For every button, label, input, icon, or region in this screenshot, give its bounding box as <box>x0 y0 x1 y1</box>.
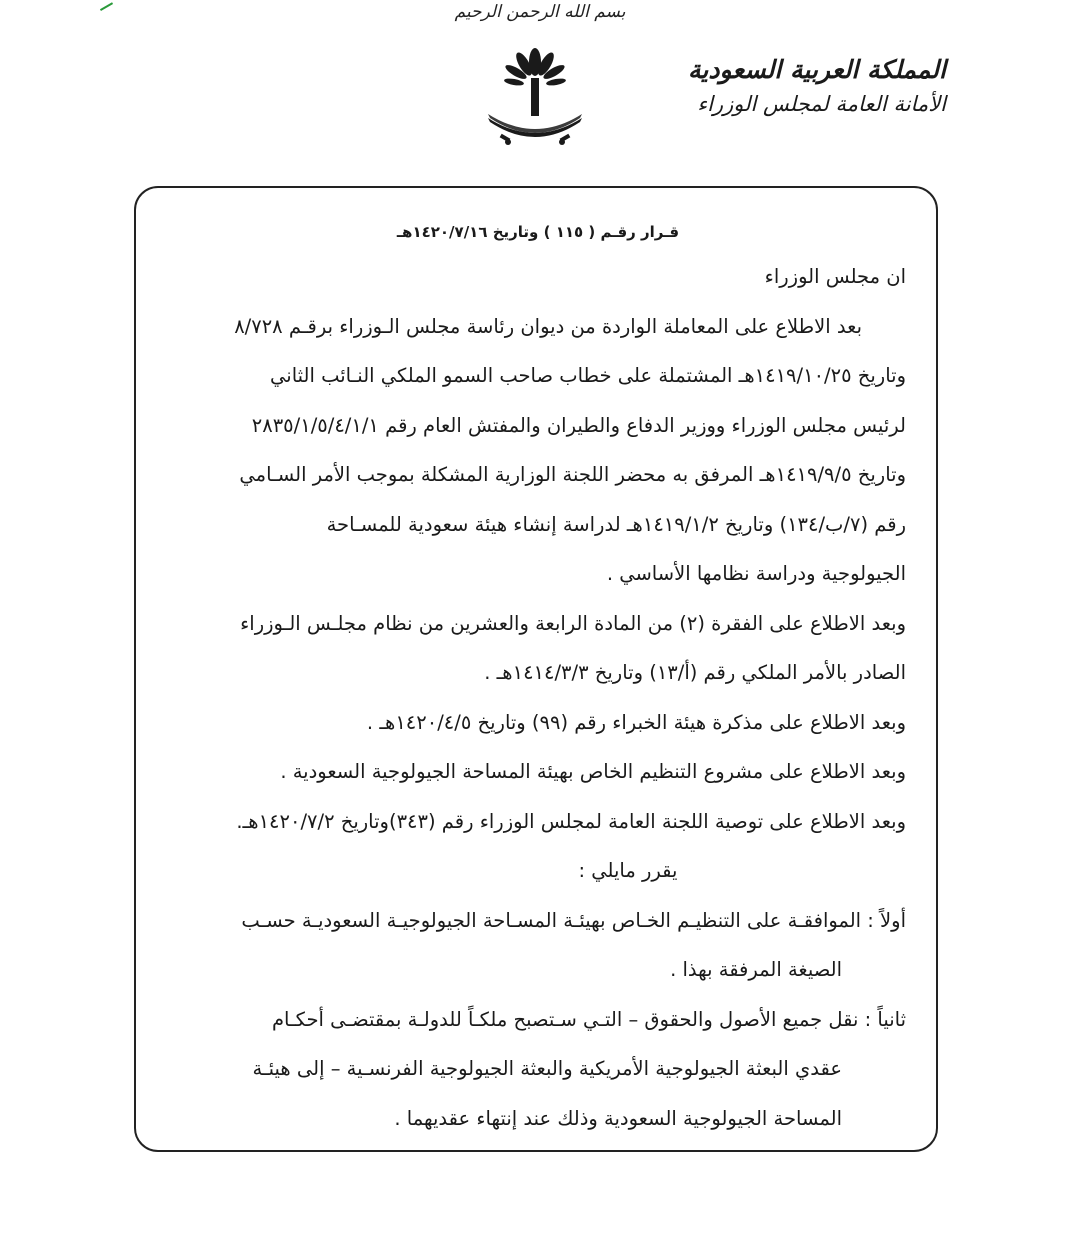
clause-first: أولاً : الموافقـة على التنظيـم الخـاص بهيئـة المسـاحة الجيولوجيـة السعوديـة حسـب <box>241 908 906 932</box>
clause-second: ثانياً : نقل جميع الأصول والحقوق – التـي سـتصبح ملكـاً للدولـة بمقتضـى أحكـام <box>271 1007 906 1031</box>
clause-second-continued: المساحة الجيولوجية السعودية وذلك عند إنتهاء عقديهما . <box>394 1106 842 1130</box>
decision-body <box>170 212 906 1143</box>
decision-number: قـرار رقـم ( ١١٥ ) وتاريخ ١٤٢٠/٧/١٦هـ <box>396 223 680 241</box>
margin-mark <box>97 0 113 11</box>
clause-second-continued: عقدي البعثة الجيولوجية الأمريكية والبعثة الجيولوجية الفرنسـية – إلى هيئـة <box>252 1057 842 1080</box>
body-line: وبعد الاطلاع على توصية اللجنة العامة لمجلس الوزراء رقم (٣٤٣)وتاريخ ١٤٢٠/٧/٢هـ. <box>236 809 906 833</box>
saudi-emblem-icon <box>480 40 590 160</box>
body-line: بعد الاطلاع على المعاملة الواردة من ديوان رئاسة مجلس الـوزراء برقـم ٨/٧٢٨ <box>234 314 862 338</box>
council-heading: ان مجلس الوزراء <box>764 265 906 288</box>
letterhead <box>688 52 946 120</box>
secretariat-name: الأمانة العامة لمجلس الوزراء <box>697 92 946 116</box>
clause-first-continued: الصيغة المرفقة بهذا . <box>670 958 842 981</box>
body-line: وبعد الاطلاع على الفقرة (٢) من المادة الرابعة والعشرين من نظام مجلـس الـوزراء <box>240 611 906 635</box>
body-line: رقم (٧/ب/١٣٤) وتاريخ ١٤١٩/١/٢هـ لدراسة إنشاء هيئة سعودية للمسـاحة <box>326 512 906 536</box>
body-line: الصادر بالأمر الملكي رقم (أ/١٣) وتاريخ ١٤١٤/٣/٣هـ . <box>484 661 906 684</box>
body-line: لرئيس مجلس الوزراء ووزير الدفاع والطيران والمفتش العام رقم ٢٨٣٥/١/٥/٤/١/١ <box>251 413 906 437</box>
kingdom-name: المملكة العربية السعودية <box>687 55 946 84</box>
body-line: وتاريخ ١٤١٩/٩/٥هـ المرفق به محضر اللجنة الوزارية المشكلة بموجب الأمر السـامي <box>239 463 906 486</box>
resolves-heading: يقرر مايلي : <box>578 859 678 882</box>
body-line: وتاريخ ١٤١٩/١٠/٢٥هـ المشتملة على خطاب صاحب السمو الملكي النـائب الثاني <box>270 364 906 387</box>
body-line: وبعد الاطلاع على مشروع التنظيم الخاص بهيئة المساحة الجيولوجية السعودية . <box>280 760 906 783</box>
body-line: الجيولوجية ودراسة نظامها الأساسي . <box>606 562 906 585</box>
body-line: وبعد الاطلاع على مذكرة هيئة الخبراء رقم (٩٩) وتاريخ ١٤٢٠/٤/٥هـ . <box>366 710 906 734</box>
basmala: بسم الله الرحمن الرحيم <box>454 2 626 22</box>
